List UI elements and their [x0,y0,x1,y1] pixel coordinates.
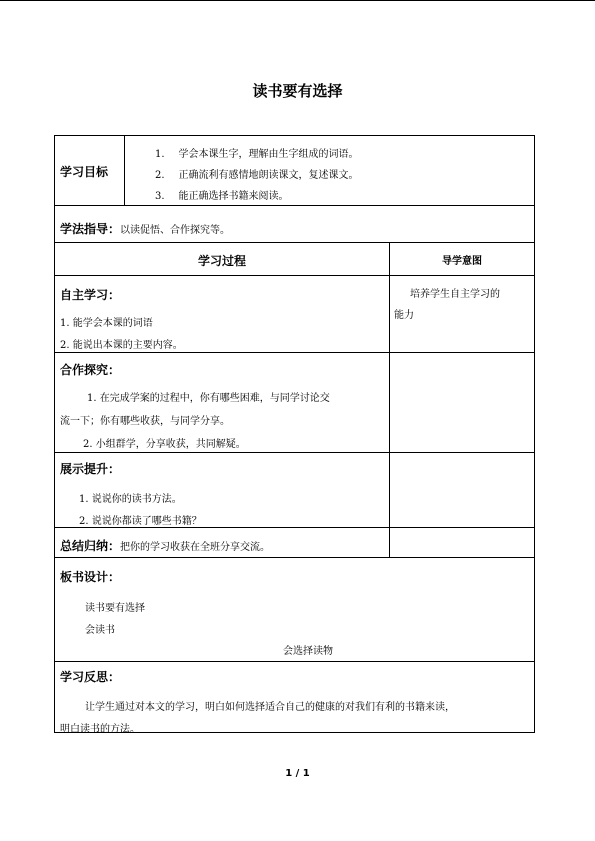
lesson-plan-table [54,135,535,733]
objectives-label: 学习目标 [60,165,109,179]
cooperate-label: 合作探究： [60,363,121,377]
row-divider [55,242,534,243]
row-divider [55,557,534,558]
row-divider [55,452,534,453]
objective-item-1: 1. 学会本课生字，理解由生字组成的词语。 [155,149,359,160]
row-divider [55,205,534,206]
show-label: 展示提升： [60,462,121,476]
cooperate-line1: 1. 在完成学案的过程中，你有哪些困难，与同学讨论交 [87,393,330,404]
reflection-label: 学习反思： [60,670,121,684]
self-study-item-1: 1. 能学会本课的词语 [60,318,153,329]
self-study-intent-line2: 能力 [394,310,414,321]
self-study-item-2: 2. 能说出本课的主要内容。 [60,340,183,351]
process-header: 学习过程 [197,254,246,268]
objective-item-2: 2. 正确流利有感情地朗读课文，复述课文。 [155,170,359,181]
method-row [60,218,230,237]
cooperate-line2: 流一下；你有哪些收获，与同学分享。 [60,416,230,427]
summary-label: 总结归纳： [60,539,121,553]
self-study-label: 自主学习： [60,288,121,302]
row-divider [55,661,534,662]
reflection-line2: 明白读书的方法。 [60,724,140,735]
objective-item-3: 3. 能正确选择书籍来阅读。 [155,191,289,202]
reflection-line1: 让学生通过对本文的学习，明白如何选择适合自己的健康的对我们有利的书籍来读， [85,702,455,713]
column-divider [124,136,125,205]
document-title: 读书要有选择 [252,82,343,100]
board-line1: 读书要有选择 [85,603,145,614]
summary-text: 把你的学习收获在全班分享交流。 [120,542,271,553]
cooperate-line3: 2. 小组群学，分享收获，共同解疑。 [83,439,246,450]
row-divider [55,352,534,353]
summary-row [60,535,270,554]
row-divider [55,275,534,276]
page-top-rule [0,0,595,1]
show-item-2: 2. 说说你都读了哪些书籍？ [79,516,202,527]
row-divider [55,527,534,528]
self-study-intent-line1: 培养学生自主学习的 [410,289,500,300]
board-line2: 会读书 [85,625,115,636]
board-label: 板书设计： [60,570,121,584]
method-label: 学法指导： [60,222,121,236]
page-number: 1 / 1 [285,768,310,779]
board-line3: 会选择读物 [283,646,333,657]
show-item-1: 1. 说说你的读书方法。 [79,494,182,505]
method-text: 以读促悟、合作探究等。 [120,225,231,236]
intent-header: 导学意图 [442,256,482,267]
column-divider [389,242,390,557]
